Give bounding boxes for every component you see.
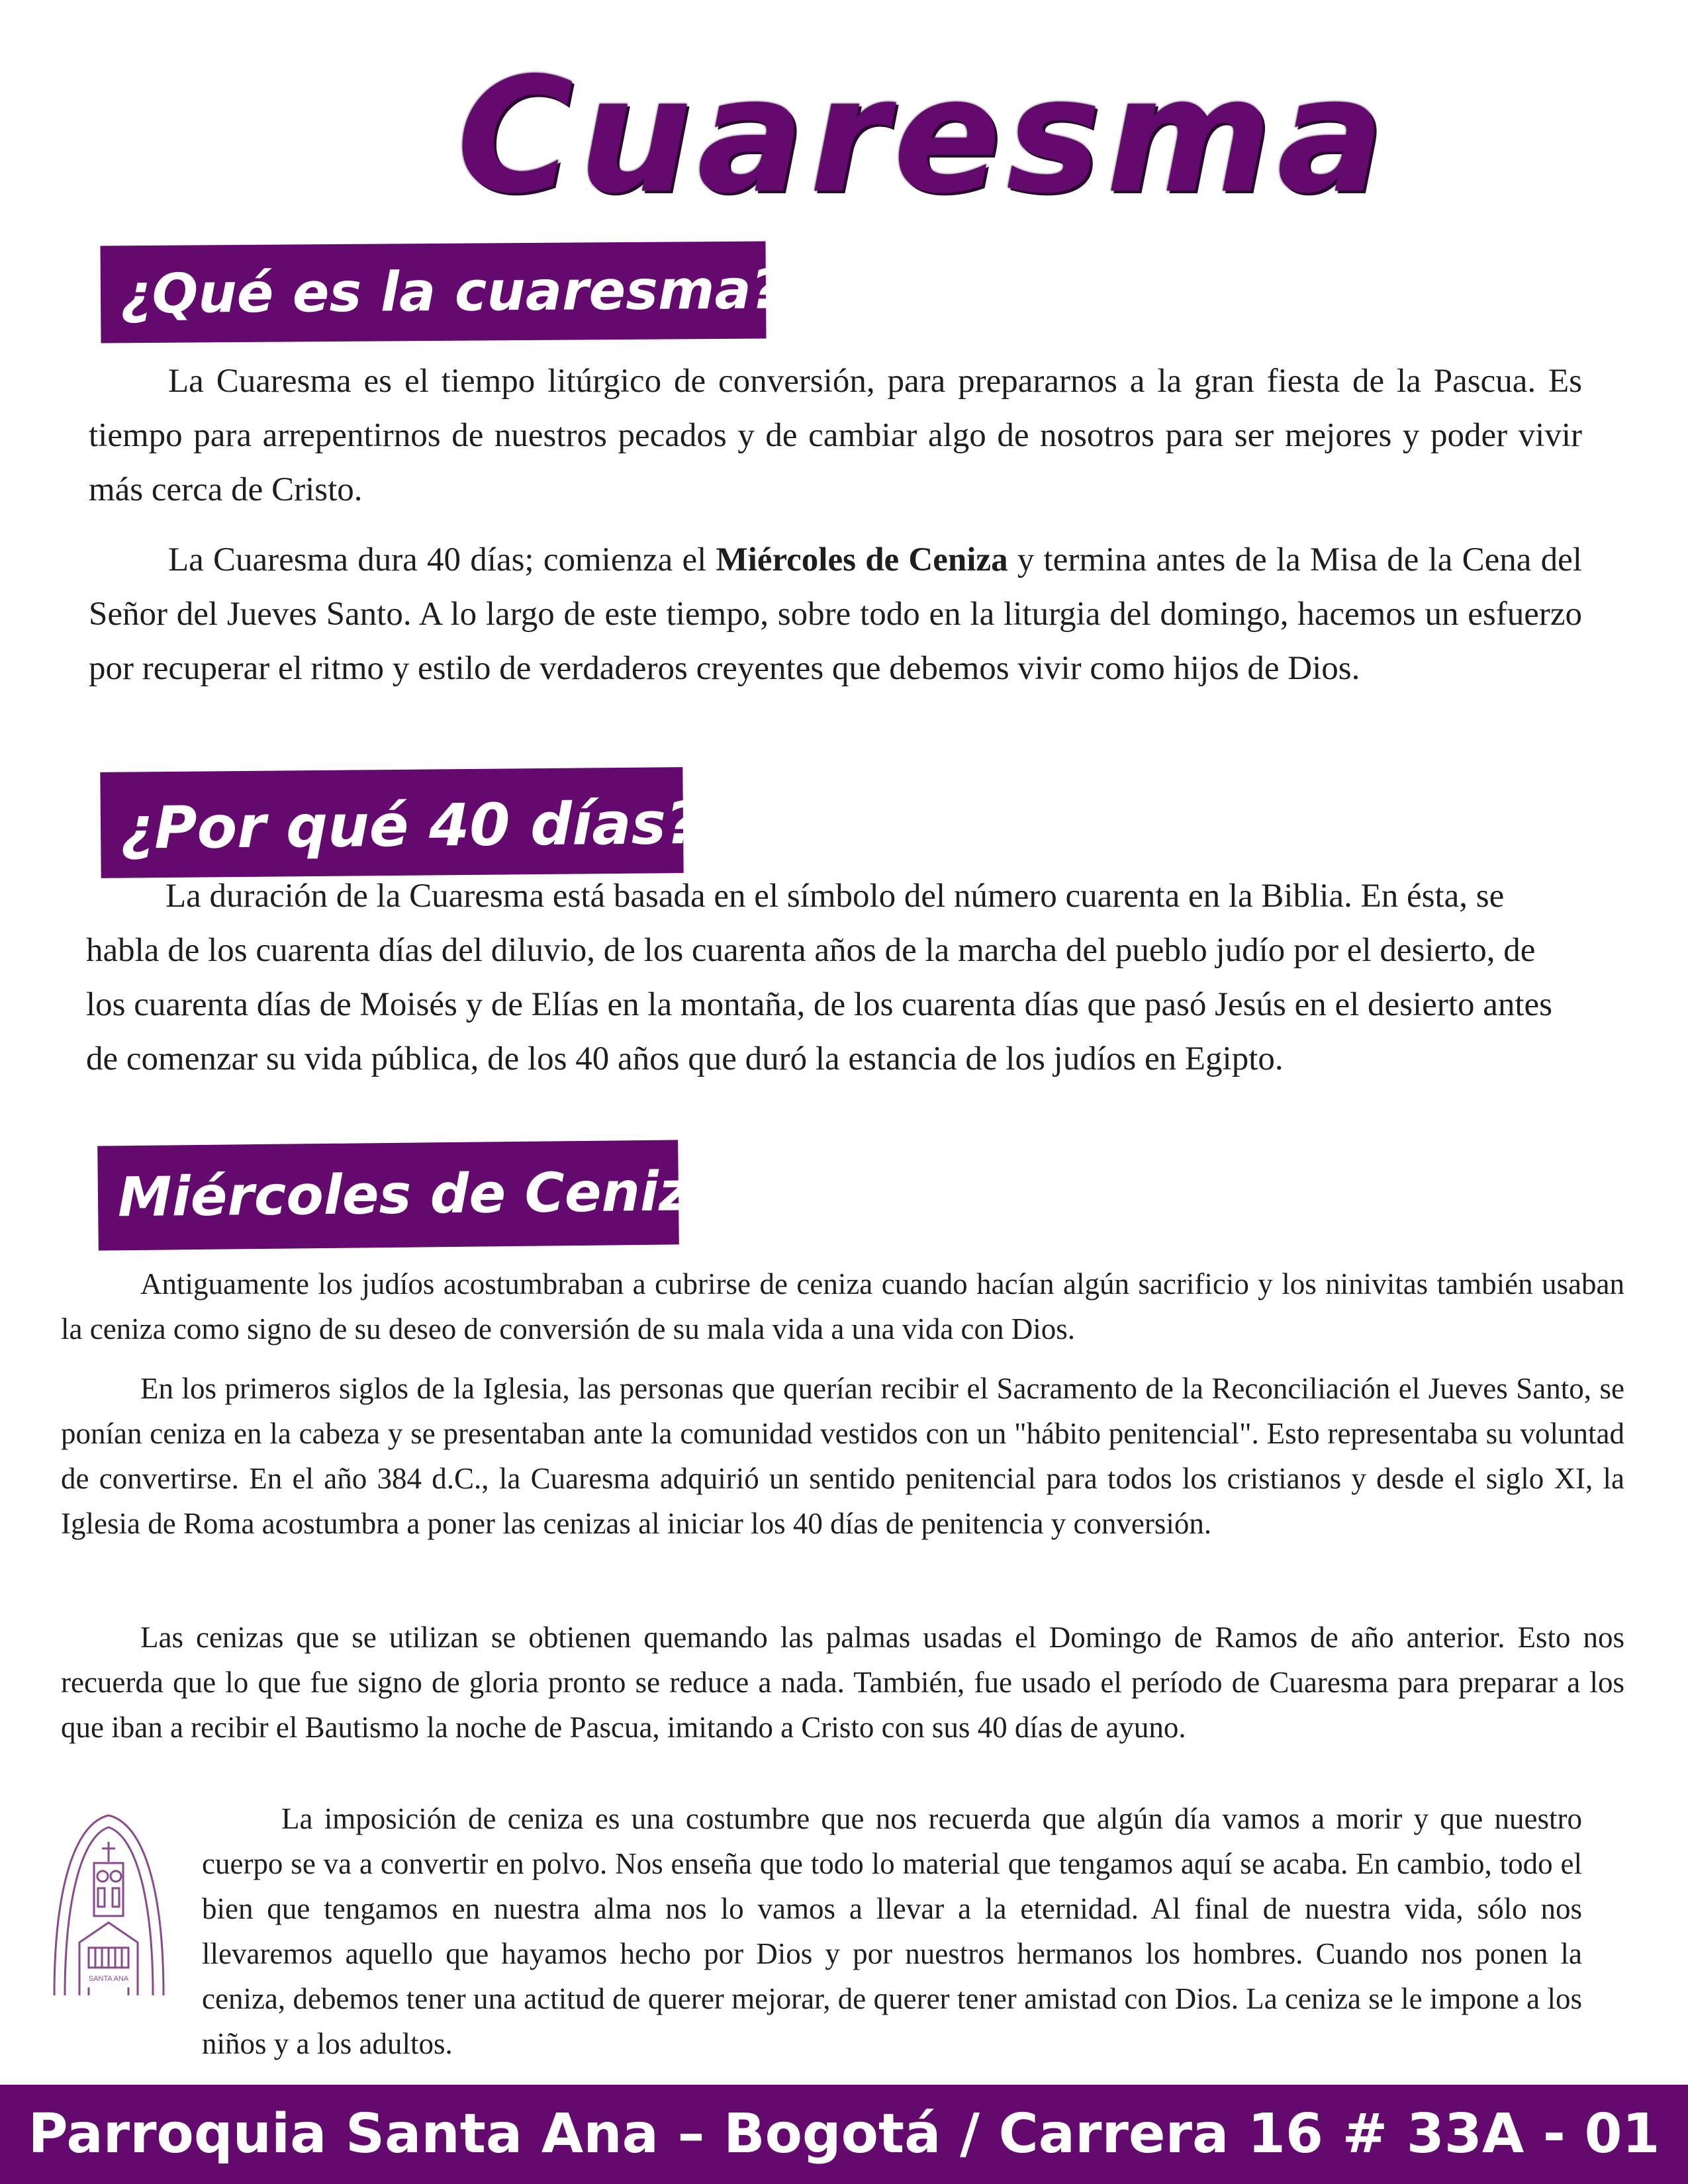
logo-text: SANTA ANA bbox=[88, 1975, 129, 1983]
section-heading-por-que-40: ¿Por qué 40 días? bbox=[100, 767, 683, 878]
paragraph-text: La Cuaresma dura 40 días; comienza el bbox=[168, 541, 716, 578]
paragraph: La Cuaresma es el tiempo litúrgico de conversión, para prepararnos a la gran fiesta de la Pascua. Es tiempo para arrepentirnos de nuestros pecados y de cambiar algo de nosotros para ser mejores y poder vivir más cerca de Cristo. bbox=[89, 363, 1582, 508]
paragraph: Las cenizas que se utilizan se obtienen quemando las palmas usadas el Domingo de Ramos de año anterior. Esto nos recuerda que lo que fue signo de gloria pronto se reduce a nada. También, fue usado el período de Cuaresma para preparar a los que iban a recibir el Bautismo la noche de Pascua, imitando a Cristo con sus 40 días de ayuno. bbox=[61, 1621, 1624, 1744]
footer-address: Parroquia Santa Ana – Bogotá / Carrera 16 # 33A - 01 bbox=[0, 2085, 1688, 2184]
paragraph: En los primeros siglos de la Iglesia, las personas que querían recibir el Sacramento de la Reconciliación el Jueves Santo, se ponían ceniza en la cabeza y se presentaban ante la comunidad vestidos con un "hábito penitencial". Esto representaba su voluntad de convertirse. En el año 384 d.C., la Cuaresma adquirió un sentido penitencial para todos los cristianos y desde el siglo XI, la Iglesia de Roma acostumbra a poner las cenizas al iniciar los 40 días de penitencia y conversión. bbox=[61, 1372, 1624, 1540]
paragraph-text: y termina antes de la Misa de la Cena del Señor del Jueves Santo. A lo largo de este tiempo, sobre todo en la liturgia del domingo, hacemos un esfuerzo por recuperar el ritmo y estilo de verdaderos creyentes que debemos vivir como hijos de Dios. bbox=[89, 541, 1582, 687]
church-logo-icon bbox=[48, 1810, 170, 1999]
page-title: Cuaresma bbox=[457, 43, 1389, 228]
paragraph: La imposición de ceniza es una costumbre que nos recuerda que algún día vamos a morir y que nuestro cuerpo se va a convertir en polvo. Nos enseña que todo lo material que tengamos aquí se acaba. En cambio, todo el bien que tengamos en nuestra alma nos lo vamos a llevar a la eternidad. Al final de nuestra vida, sólo nos llevaremos aquello que hayamos hecho por Dios y por nuestros hermanos los hombres. Cuando nos ponen la ceniza, debemos tener una actitud de querer mejorar, de querer tener amistad con Dios. La ceniza se le impone a los niños y a los adultos. bbox=[202, 1802, 1582, 2060]
bold-term: Miércoles de Ceniza bbox=[716, 541, 1008, 578]
paragraph: Antiguamente los judíos acostumbraban a cubrirse de ceniza cuando hacían algún sacrificio y los ninivitas también usaban la ceniza como signo de su deseo de conversión de su mala vida a una vida con Dios. bbox=[61, 1267, 1624, 1345]
paragraph: La duración de la Cuaresma está basada en el símbolo del número cuarenta en la Biblia. En ésta, se habla de los cuarenta días del diluvio, de los cuarenta años de la marcha del pueblo judío por el desierto, de los cuarenta días de Moisés y de Elías en la montaña, de los cuarenta días que pasó Jesús en el desierto antes de comenzar su vida pública, de los 40 años que duró la estancia de los judíos en Egipto. bbox=[86, 878, 1552, 1077]
paragraph bbox=[89, 533, 1582, 696]
section-heading-miercoles-ceniza: Miércoles de Ceniza bbox=[97, 1140, 679, 1250]
section-heading-que-es: ¿Qué es la cuaresma? bbox=[100, 241, 766, 343]
